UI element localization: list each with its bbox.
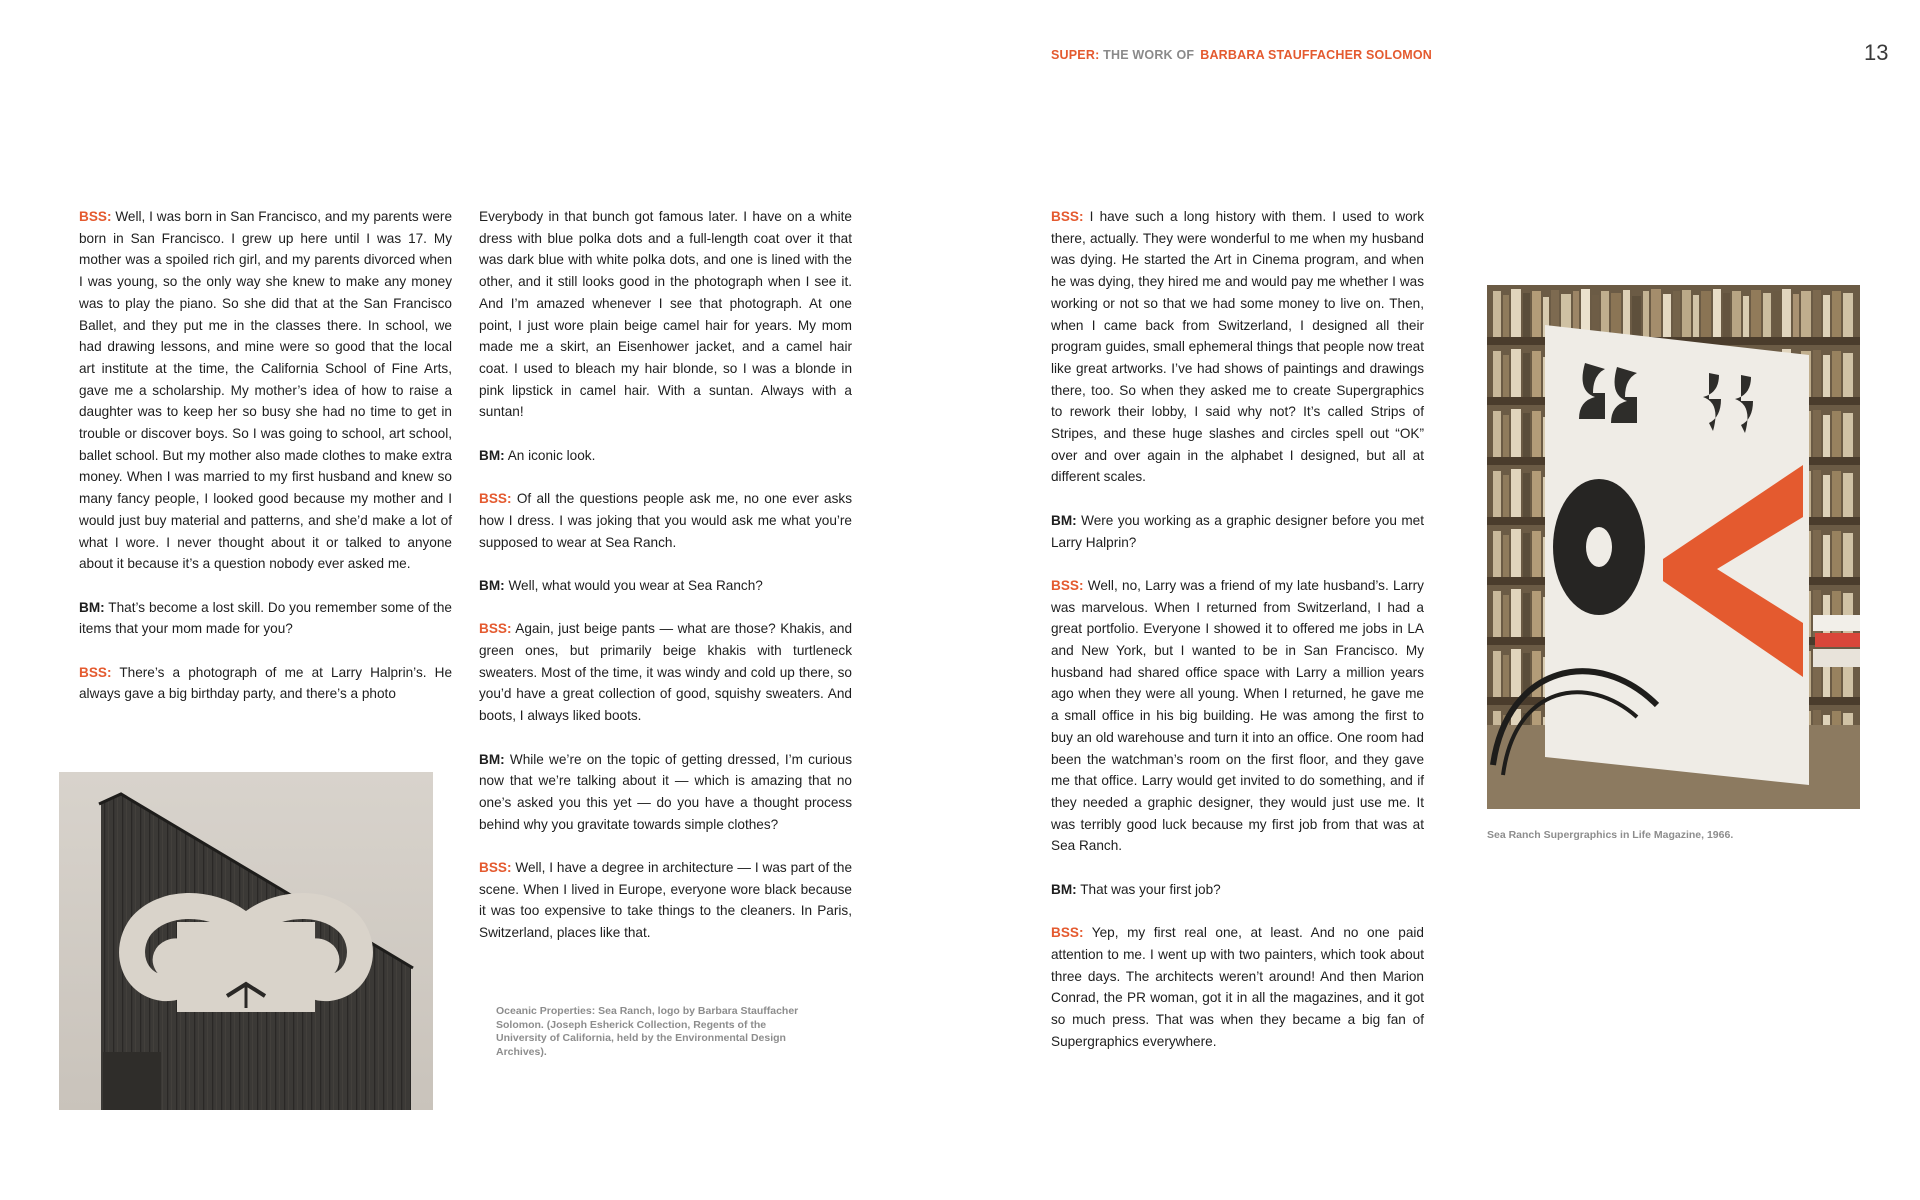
speaker-label: BSS: xyxy=(1051,209,1084,224)
barn-illustration xyxy=(59,772,433,1110)
paragraph-text: Of all the questions people ask me, no one ever asks how I dress. I was joking that you would ask me what you’re supposed to wear at Sea Ranch. xyxy=(479,491,853,550)
paragraph-text: That was your first job? xyxy=(1080,881,1221,897)
ok-supergraphic-illustration xyxy=(1487,285,1860,809)
paragraph-text: Were you working as a graphic designer before you met Larry Halprin? xyxy=(1051,512,1424,550)
speaker-label: BM: xyxy=(1051,512,1077,528)
speaker-label: BM: xyxy=(479,447,505,463)
paragraph-text: Well, I have a degree in architecture — I was part of the scene. When I lived in Europe, everyone wore black because it was too expensive to take things to the cleaners. In Paris, Switzerland, places like that. xyxy=(479,860,853,941)
paragraph xyxy=(1051,206,1424,488)
paragraph xyxy=(1051,879,1424,901)
paragraph-text: That’s become a lost skill. Do you remember some of the items that your mom made for you? xyxy=(79,599,452,637)
running-head-super: SUPER: xyxy=(1051,48,1100,62)
speaker-label: BM: xyxy=(479,751,505,767)
paragraph-text: Everybody in that bunch got famous later. I have on a white dress with blue polka dots and a full-length coat over it that was dark blue with white polka dots, and one is lined with the other, and it still looks good in the photograph when I see it. And I’m amazed whenever I see that photograph. At one point, I just wore plain beige camel hair for years. My mom made me a skirt, an Eisenhower jacket, and a camel hair coat. I used to bleach my hair blonde, so I was a blonde in pink lipstick in camel hair. With a suntan. Always with a suntan! xyxy=(479,209,852,420)
page-number: 13 xyxy=(1864,40,1889,65)
paragraph xyxy=(479,857,852,944)
paragraph-text: An iconic look. xyxy=(507,447,596,463)
paragraph xyxy=(479,575,852,597)
paragraph-text: Yep, my first real one, at least. And no one paid attention to me. I went up with two painters, which took about three days. The architects weren’t around! And then Marion Conrad, the PR woman, got it in all the magazines, and it got so much press. That was when they became a big fan of Supergraphics everywhere. xyxy=(1051,925,1424,1049)
paragraph-text: Again, just beige pants — what are those? Khakis, and green ones, but primarily beige khakis with turtleneck sweaters. Most of the time, it was windy and cold up there, so you’d have a great collection of good, squishy sweaters. And boots, I always liked boots. xyxy=(479,621,853,724)
speaker-label: BM: xyxy=(479,577,505,593)
paragraph xyxy=(1051,575,1424,857)
text-column-1 xyxy=(79,206,452,727)
paragraph-text: Well, what would you wear at Sea Ranch? xyxy=(508,577,763,593)
running-head-mid: THE WORK OF xyxy=(1103,48,1195,62)
speaker-label: BSS: xyxy=(79,664,112,680)
paragraph xyxy=(479,206,852,423)
paragraph xyxy=(1051,510,1424,553)
paragraph xyxy=(479,749,852,836)
speaker-label: BSS: xyxy=(1051,925,1084,941)
photo-caption-barn: Oceanic Properties: Sea Ranch, logo by Barbara Stauffacher Solomon. (Joseph Esherick Collection, Regents of the University of California, held by the Environmental Design Archives). xyxy=(496,1005,799,1058)
paragraph-text: There’s a photograph of me at Larry Halprin’s. He always gave a big birthday party, and there’s a photo xyxy=(79,664,453,702)
speaker-label: BM: xyxy=(1051,881,1077,897)
paragraph-text: While we’re on the topic of getting dressed, I’m curious now that we’re talking about it — which is amazing that no one’s asked you this yet — do you have a thought process behind why you gravitate towards simple clothes? xyxy=(479,751,853,832)
paragraph xyxy=(79,597,452,640)
running-head xyxy=(1051,48,1432,62)
paragraph xyxy=(79,206,452,575)
paragraph xyxy=(479,445,852,467)
text-column-2 xyxy=(479,206,852,966)
speaker-label: BM: xyxy=(79,599,105,615)
speaker-label: BSS: xyxy=(479,860,512,875)
paragraph-text: I have such a long history with them. I used to work there, actually. They were wonderful to me when my husband was dying. He started the Art in Cinema program, and when he was dying, they hired me and would pay me whether I was working or not so that we had some money to live on. Then, when I came back from Switzerland, I designed all their program guides, small ephemeral things that people now treat like great artworks. I’ve had shows of paintings and drawings there, too. So when they asked me to create Supergraphics to rework their lobby, I said why not? It’s called Strips of Stripes, and these huge slashes and circles spell out “OK” over and over again in the alphabet I designed, but all at different scales. xyxy=(1051,209,1424,485)
paragraph xyxy=(79,662,452,705)
paragraph xyxy=(1051,922,1424,1052)
speaker-label: BSS: xyxy=(479,491,512,507)
text-column-3 xyxy=(1051,206,1424,1074)
paragraph xyxy=(479,618,852,727)
paragraph xyxy=(479,488,852,553)
ok-supergraphic-photo xyxy=(1487,285,1860,809)
paragraph-text: Well, I was born in San Francisco, and my parents were born in San Francisco. I grew up here until I was 17. My mother was a spoiled rich girl, and my parents divorced when I was young, so the only way she knew to make any money was to play the piano. So she did that at the San Francisco Ballet, and they put me in the classes there. In school, we had drawing lessons, and mine were so good that the local art institute at the time, the California School of Fine Arts, gave me a scholarship. My mother’s idea of how to raise a daughter was to keep her so busy she had no time to get in trouble or discover boys. So I was going to school, art school, ballet school. But my mother also made clothes to make extra money. When I was married to my first husband and knew so many fancy people, I looked good because my mother and I would just buy material and patterns, and she’d make a lot of what I wore. I never thought about it or talked to anyone about it because it’s a question nobody ever asked me. xyxy=(79,209,453,572)
paragraph-text: Well, no, Larry was a friend of my late husband’s. Larry was marvelous. When I returned from Switzerland, I had a great portfolio. Everyone I showed it to offered me jobs in LA and New York, but I wanted to be in San Francisco. My husband had shared office space with Larry a million years ago when they were all young. When I returned, he gave me a small office in his big building. He was among the first to buy an old warehouse and turn it into an office. One room had been the watchman’s room on the first floor, and they gave me that office. Larry would get invited to do something, and if they needed a graphic designer, they would just use me. It was terribly good luck because my first job from that was at Sea Ranch. xyxy=(1051,577,1424,854)
barn-photo xyxy=(59,772,433,1110)
speaker-label: BSS: xyxy=(1051,577,1084,593)
speaker-label: BSS: xyxy=(479,621,512,637)
running-head-name: BARBARA STAUFFACHER SOLOMON xyxy=(1200,48,1432,62)
speaker-label: BSS: xyxy=(79,209,112,224)
photo-caption-ok: Sea Ranch Supergraphics in Life Magazine, 1966. xyxy=(1487,829,1734,841)
